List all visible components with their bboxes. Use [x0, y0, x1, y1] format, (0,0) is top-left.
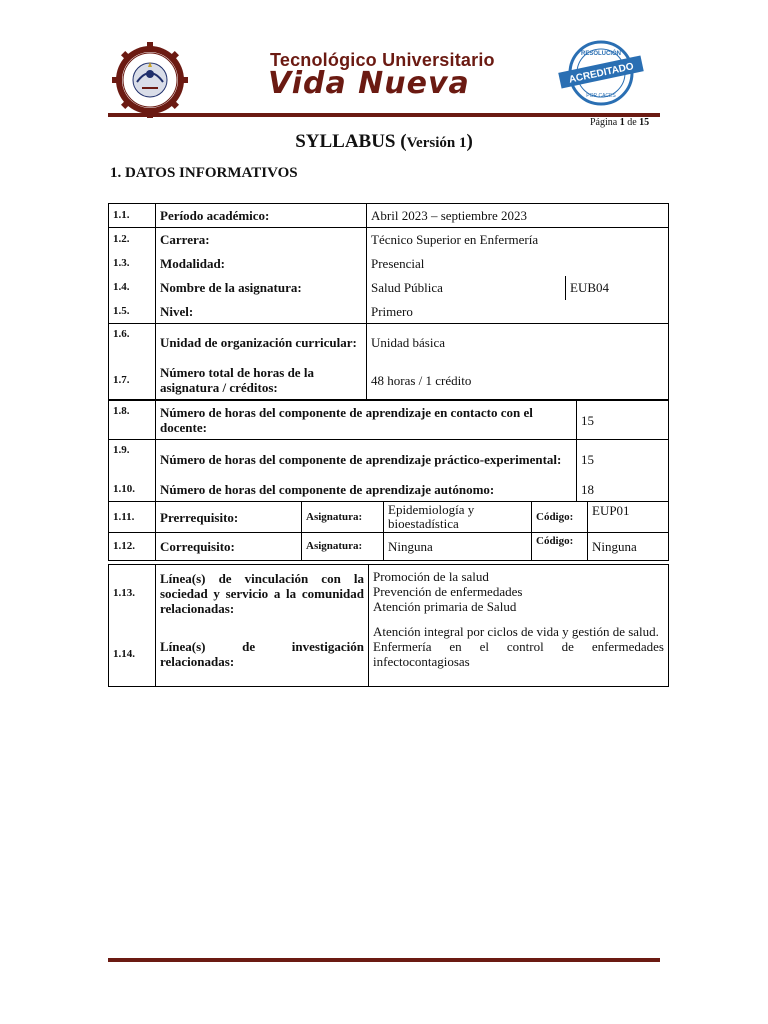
row-number: 1.7. — [109, 362, 156, 400]
row-value: Epidemiología y bioestadística — [384, 502, 532, 533]
table-row — [109, 362, 669, 400]
row-value: Técnico Superior en Enfermería — [367, 228, 669, 252]
row-number: 1.13. — [109, 565, 156, 623]
list-item: Prevención de enfermedades — [373, 584, 523, 599]
row-label: Período académico: — [156, 204, 367, 228]
table-row — [109, 204, 669, 228]
row-number: 1.10. — [109, 479, 156, 502]
title-main: SYLLABUS ( — [295, 131, 407, 152]
page-total: 15 — [639, 117, 650, 128]
page-indicator — [590, 117, 649, 128]
row-number: 1.9. — [109, 440, 156, 479]
row-value: 48 horas / 1 crédito — [367, 362, 669, 400]
table-row — [109, 252, 669, 276]
row-value: Salud Pública — [367, 276, 566, 300]
row-value: 18 — [577, 479, 669, 502]
footer-divider — [108, 958, 660, 962]
row-value: Primero — [367, 300, 669, 324]
row-label: Correquisito: — [156, 533, 302, 561]
row-sub-label: Asignatura: — [302, 533, 384, 561]
row-label: Línea(s) de investigación relacionadas: — [156, 623, 369, 687]
table-row — [109, 502, 669, 533]
row-label: Modalidad: — [156, 252, 367, 276]
row-label: Prerrequisito: — [156, 502, 302, 533]
row-code-label: Código: — [532, 533, 588, 561]
page-prefix: Página — [590, 117, 618, 128]
row-number: 1.3. — [109, 252, 156, 276]
info-table-general — [108, 203, 669, 400]
accreditation-seal — [555, 38, 647, 108]
row-code-label: Código: — [532, 502, 588, 533]
seal-bottom-text: POR CACES — [586, 93, 616, 99]
row-value: Ninguna — [384, 533, 532, 561]
row-number: 1.2. — [109, 228, 156, 252]
row-number: 1.1. — [109, 204, 156, 228]
row-code: EUP01 — [588, 502, 669, 533]
row-number: 1.5. — [109, 300, 156, 324]
row-label: Número de horas del componente de aprendizaje en contacto con el docente: — [156, 401, 577, 440]
row-number: 1.14. — [109, 623, 156, 687]
table-row — [109, 300, 669, 324]
info-table-lines — [108, 564, 669, 687]
page-of: de — [627, 117, 637, 128]
row-label: Carrera: — [156, 228, 367, 252]
table-row — [109, 401, 669, 440]
row-number: 1.4. — [109, 276, 156, 300]
row-label: Nombre de la asignatura: — [156, 276, 367, 300]
institution-name-line1: Tecnológico Universitario — [270, 50, 495, 70]
table-row — [109, 623, 669, 687]
institution-logo — [112, 42, 188, 118]
list-item: Atención primaria de Salud — [373, 599, 517, 614]
row-value: Abril 2023 – septiembre 2023 — [367, 204, 669, 228]
row-number: 1.8. — [109, 401, 156, 440]
row-code: EUB04 — [566, 276, 669, 300]
row-values — [369, 623, 669, 687]
seal-center-text: ACREDITADO — [567, 61, 635, 86]
row-label: Número de horas del componente de aprendizaje práctico-experimental: — [156, 440, 577, 479]
table-row — [109, 533, 669, 561]
title-close: ) — [466, 131, 473, 152]
header-divider — [108, 113, 660, 117]
row-code: Ninguna — [588, 533, 669, 561]
table-row — [109, 565, 669, 623]
table-row — [109, 324, 669, 362]
document-title — [0, 131, 768, 153]
row-label: Unidad de organización curricular: — [156, 324, 367, 362]
row-number: 1.12. — [109, 533, 156, 561]
row-value: 15 — [577, 401, 669, 440]
info-table-hours — [108, 400, 669, 502]
title-version: Versión 1 — [406, 135, 467, 151]
table-row — [109, 479, 669, 502]
table-row — [109, 228, 669, 252]
page-current: 1 — [619, 117, 625, 128]
list-item: Promoción de la salud — [373, 569, 489, 584]
row-label: Línea(s) de vinculación con la sociedad y servicio a la comunidad relacionadas: — [156, 565, 369, 623]
info-table-requisites — [108, 501, 669, 561]
table-row — [109, 276, 669, 300]
row-label: Número de horas del componente de aprendizaje autónomo: — [156, 479, 577, 502]
row-value: Presencial — [367, 252, 669, 276]
row-label: Nivel: — [156, 300, 367, 324]
row-value: Unidad básica — [367, 324, 669, 362]
list-item: Atención integral por ciclos de vida y gestión de salud. — [373, 623, 659, 639]
table-row — [109, 440, 669, 479]
institution-name-line2: Vida Nueva — [268, 66, 470, 101]
row-values — [369, 565, 669, 623]
row-value: 15 — [577, 440, 669, 479]
row-sub-label: Asignatura: — [302, 502, 384, 533]
row-number: 1.11. — [109, 502, 156, 533]
seal-top-text: RESOLUCIÓN — [580, 51, 622, 57]
row-label: Número total de horas de la asignatura / créditos: — [156, 362, 367, 400]
row-number: 1.6. — [109, 324, 156, 362]
section-heading: 1. DATOS INFORMATIVOS — [110, 165, 298, 181]
list-item: Enfermería en el control de enfermedades infectocontagiosas — [373, 638, 664, 669]
